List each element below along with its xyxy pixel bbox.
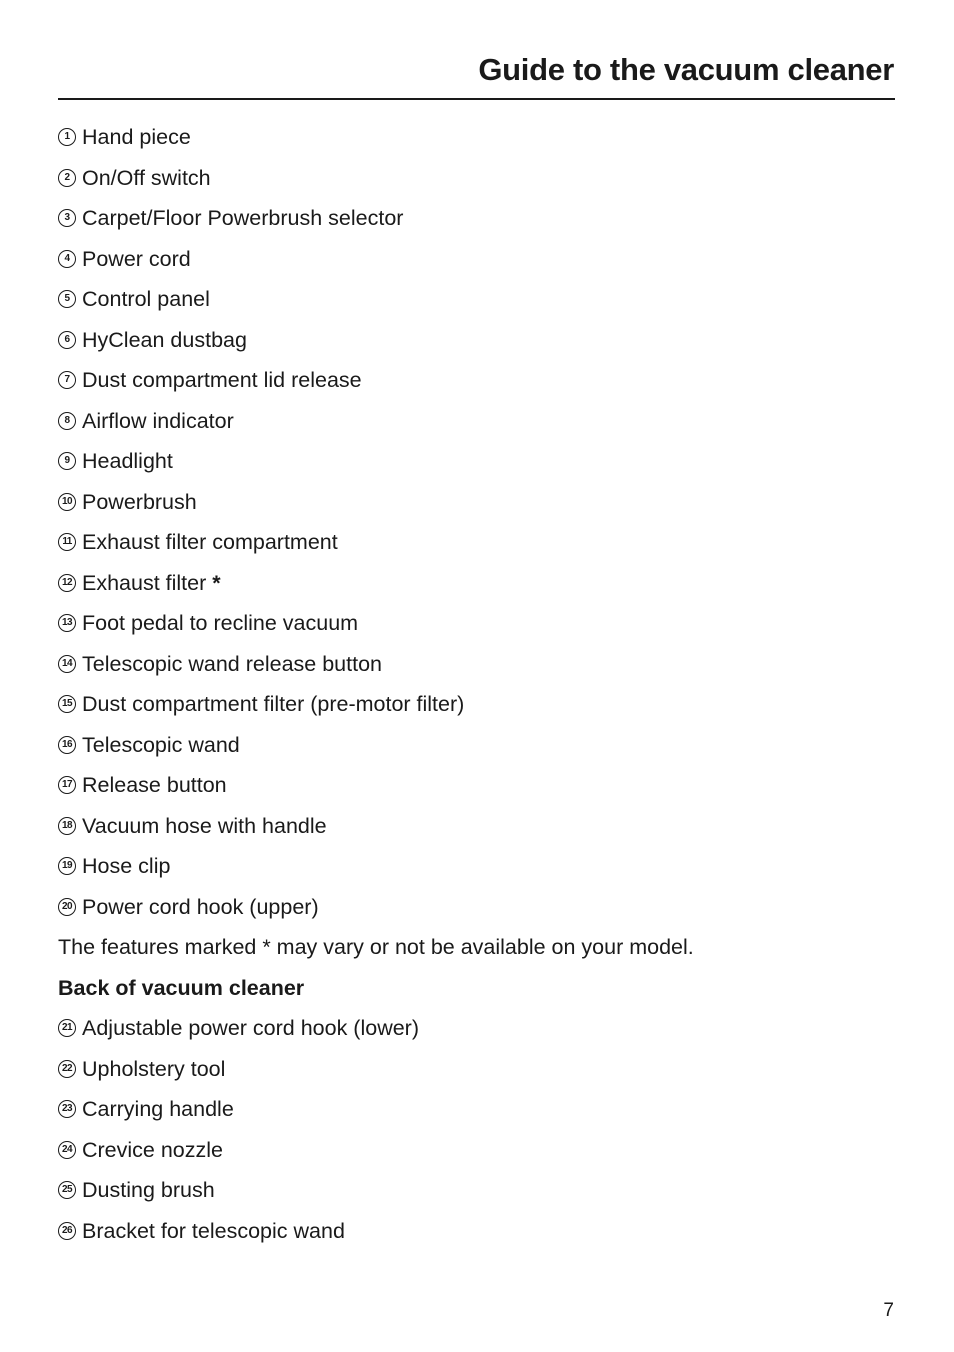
- item-number: 3: [58, 209, 76, 227]
- page-title: Guide to the vacuum cleaner: [478, 52, 894, 87]
- list-item: [58, 1170, 694, 1211]
- item-number: 5: [58, 290, 76, 308]
- item-number: 24: [58, 1141, 76, 1159]
- list-item: [58, 279, 694, 320]
- list-item: [58, 563, 694, 604]
- list-item: [58, 320, 694, 361]
- item-label: Carpet/Floor Powerbrush selector: [82, 206, 404, 230]
- item-number: 18: [58, 817, 76, 835]
- list-item: [58, 198, 694, 239]
- list-item: [58, 644, 694, 685]
- list-item: [58, 725, 694, 766]
- list-item: [58, 401, 694, 442]
- item-label: Bracket for telescopic wand: [82, 1218, 345, 1243]
- item-label: Vacuum hose with handle: [82, 813, 327, 838]
- item-label: Adjustable power cord hook (lower): [82, 1016, 419, 1040]
- item-label: Control panel: [82, 287, 210, 311]
- item-label: Powerbrush: [82, 489, 197, 514]
- list-item: [58, 1049, 694, 1090]
- title-divider: [58, 98, 895, 100]
- item-number: 21: [58, 1019, 76, 1037]
- list-item: [58, 1089, 694, 1130]
- item-label: Dust compartment lid release: [82, 368, 362, 392]
- item-label: Upholstery tool: [82, 1056, 226, 1081]
- item-label: Crevice nozzle: [82, 1137, 223, 1162]
- parts-list: [58, 117, 694, 1251]
- item-label: Exhaust filter: [82, 570, 207, 595]
- item-number: 26: [58, 1222, 76, 1240]
- item-number: 23: [58, 1100, 76, 1118]
- page-number: 7: [883, 1300, 894, 1321]
- list-item: [58, 117, 694, 158]
- list-item: [58, 441, 694, 482]
- list-item: [58, 765, 694, 806]
- item-number: 9: [58, 452, 76, 470]
- item-number: 12: [58, 574, 76, 592]
- item-number: 15: [58, 695, 76, 713]
- item-label: Power cord: [82, 246, 191, 271]
- list-item: [58, 887, 694, 928]
- list-item: [58, 846, 694, 887]
- item-number: 8: [58, 412, 76, 430]
- list-item: [58, 482, 694, 523]
- item-label: Hand piece: [82, 125, 191, 149]
- item-label: Dust compartment filter (pre-motor filter): [82, 692, 465, 716]
- item-number: 16: [58, 736, 76, 754]
- item-label: Telescopic wand: [82, 732, 240, 757]
- item-number: 19: [58, 857, 76, 875]
- item-number: 10: [58, 493, 76, 511]
- item-label: Foot pedal to recline vacuum: [82, 611, 359, 635]
- item-number: 2: [58, 169, 76, 187]
- item-label: Headlight: [82, 449, 173, 473]
- item-number: 11: [58, 533, 76, 551]
- item-label: On/Off switch: [82, 165, 211, 190]
- list-item: [58, 806, 694, 847]
- item-number: 4: [58, 250, 76, 268]
- item-number: 20: [58, 898, 76, 916]
- list-item: [58, 1008, 694, 1049]
- item-label: HyClean dustbag: [82, 327, 247, 352]
- list-item: [58, 603, 694, 644]
- list-item: [58, 684, 694, 725]
- item-number: 22: [58, 1060, 76, 1078]
- item-number: 25: [58, 1181, 76, 1199]
- item-label: Airflow indicator: [82, 408, 234, 433]
- list-item: [58, 239, 694, 280]
- list-item: [58, 1211, 694, 1252]
- list-item: [58, 158, 694, 199]
- item-label: Carrying handle: [82, 1097, 234, 1121]
- list-item: [58, 1130, 694, 1171]
- item-number: 1: [58, 128, 76, 146]
- list-item: [58, 522, 694, 563]
- item-label: Power cord hook (upper): [82, 894, 319, 919]
- item-number: 17: [58, 776, 76, 794]
- item-label: Release button: [82, 773, 227, 797]
- item-number: 13: [58, 614, 76, 632]
- item-label: Telescopic wand release button: [82, 651, 382, 676]
- item-number: 6: [58, 331, 76, 349]
- optional-feature-marker: *: [212, 570, 221, 595]
- availability-note: The features marked * may vary or not be available on your model.: [58, 935, 694, 959]
- item-label: Dusting brush: [82, 1178, 215, 1202]
- item-number: 7: [58, 371, 76, 389]
- list-item: [58, 360, 694, 401]
- item-number: 14: [58, 655, 76, 673]
- item-label: Exhaust filter compartment: [82, 530, 338, 554]
- item-label: Hose clip: [82, 854, 171, 878]
- section-heading: Back of vacuum cleaner: [58, 975, 305, 1000]
